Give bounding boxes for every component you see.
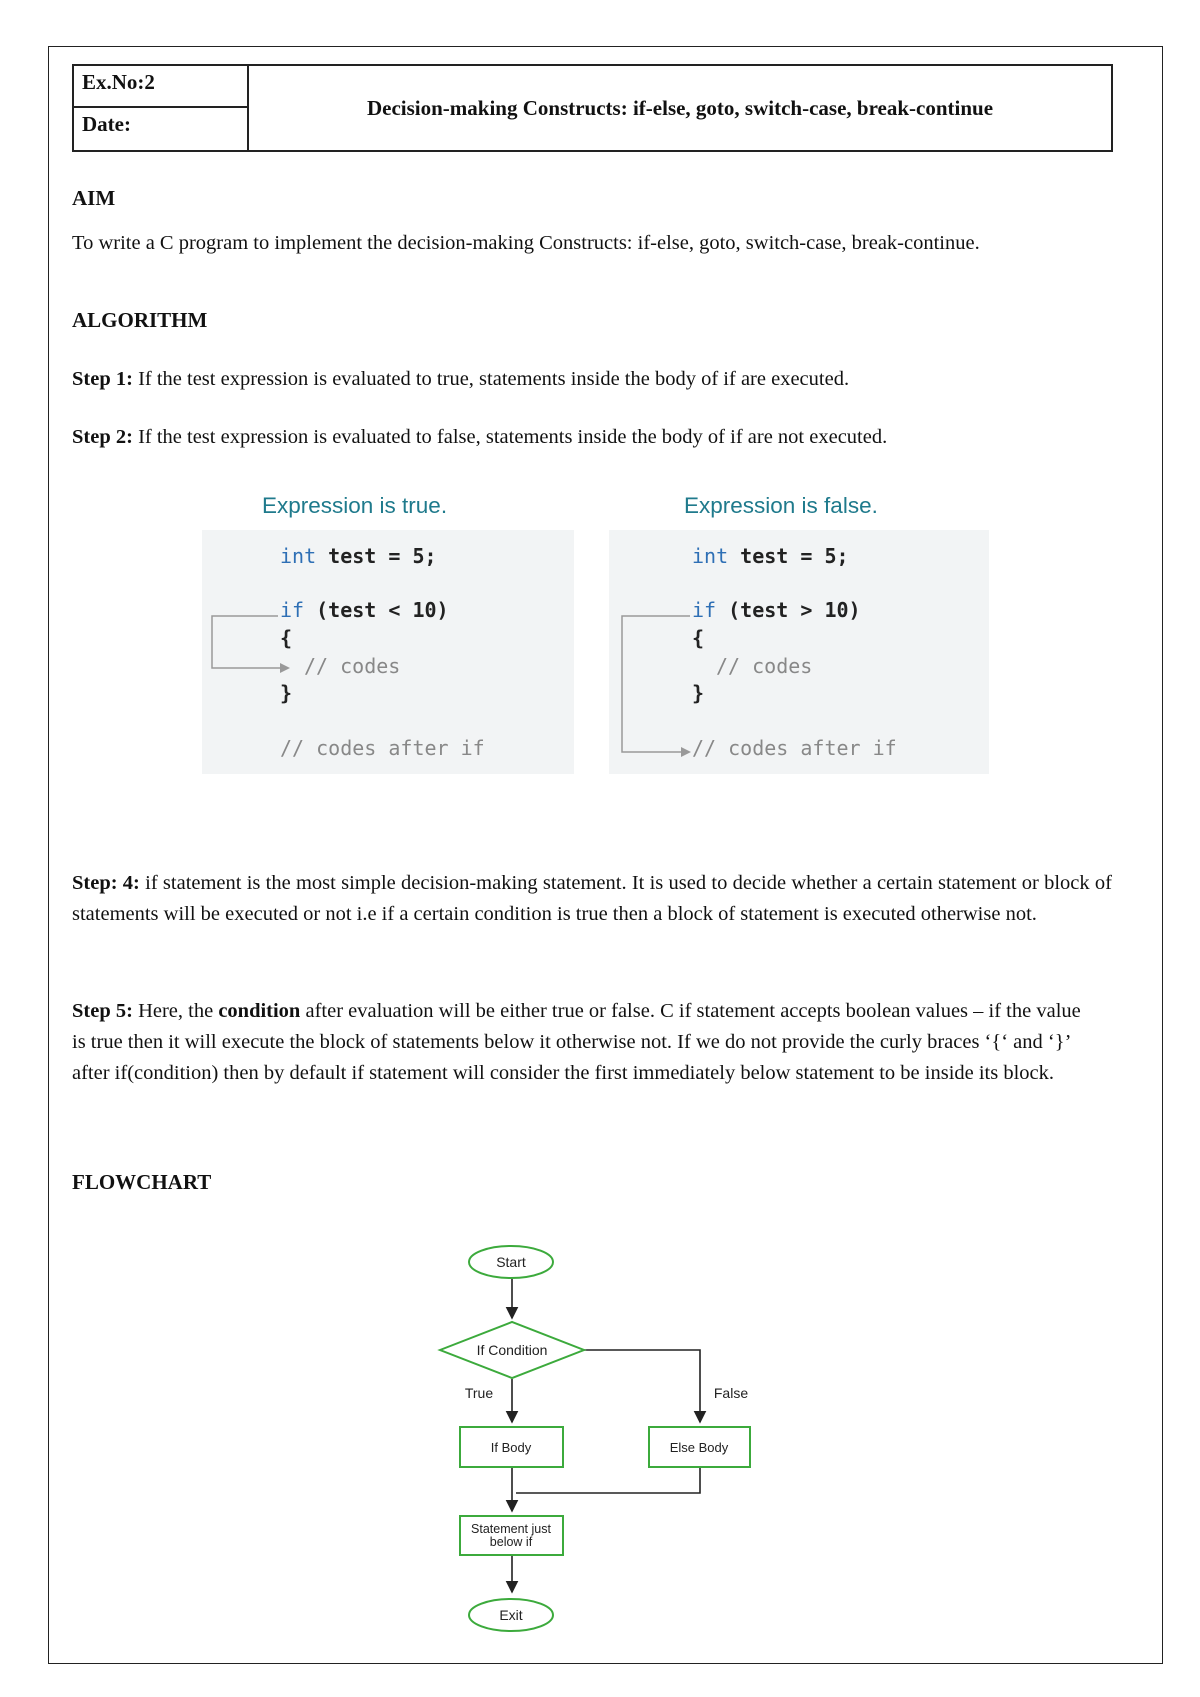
code-true-close: } [280,681,293,705]
step-5-bold: condition [218,1000,301,1022]
aim-text: To write a C program to implement the decision-making Constructs: if-else, goto, switch-case, break-continue. [72,232,980,254]
code-true-title: Expression is true. [262,493,448,518]
flow-statement-line1: Statement just [471,1522,551,1536]
step-1-text: If the test expression is evaluated to true, statements inside the body of if are executed. [132,368,850,390]
exno-cell: Ex.No:2 [74,66,249,108]
flow-if-body-label: If Body [490,1440,532,1455]
code-true-body: // codes [304,654,401,678]
step-4-label: Step: 4: [72,872,140,894]
flow-condition-label: If Condition [476,1342,548,1358]
step-4-text: if statement is the most simple decision-making statement. It is used to decide whether a certain statement or block of statements will be executed or not i.e if a certain condition is true then a block of statement is executed otherwise not. [72,872,1112,925]
step-2-text: If the test expression is evaluated to false, statements inside the body of if are not executed. [132,426,888,448]
step-5-post: after evaluation will be either true or false. C if statement accepts boolean values – if the value is true then it will execute the block of statements below it otherwise not. If we do not provide the curly braces ‘{‘ and ‘}’ after if(condition) then by default if statement will consider the first immediately below statement to be inside its block. [72,1000,1081,1084]
code-true-after: // codes after if [280,736,485,760]
date-cell: Date: [74,108,249,150]
flow-start-label: Start [496,1254,526,1270]
code-false-body: // codes [716,654,813,678]
code-false-if: if (test > 10) [692,598,861,622]
code-true-if: if (test < 10) [280,598,449,622]
flow-else-body-label: Else Body [669,1440,729,1455]
step-1-label: Step 1: [72,368,133,390]
flowchart-heading: FLOWCHART [72,1170,212,1194]
algorithm-heading: ALGORITHM [72,308,208,332]
aim-heading: AIM [72,186,116,210]
code-false-after: // codes after if [692,736,897,760]
code-false-title: Expression is false. [684,493,878,518]
flow-false-label: False [713,1385,749,1401]
flow-statement-line2: below if [489,1535,533,1549]
code-true-decl: int test = 5; [280,544,437,568]
step-5-pre: Here, the [132,1000,219,1022]
code-false-decl: int test = 5; [692,544,849,568]
code-false-open: { [692,626,705,650]
code-true-open: { [280,626,293,650]
flow-true-label: True [464,1385,494,1401]
flow-exit-label: Exit [499,1607,523,1623]
code-false-close: } [692,681,705,705]
step-5-label: Step 5: [72,1000,133,1022]
exercise-title: Decision-making Constructs: if-else, goto, switch-case, break-continue [366,95,994,120]
step-2-label: Step 2: [72,426,133,448]
